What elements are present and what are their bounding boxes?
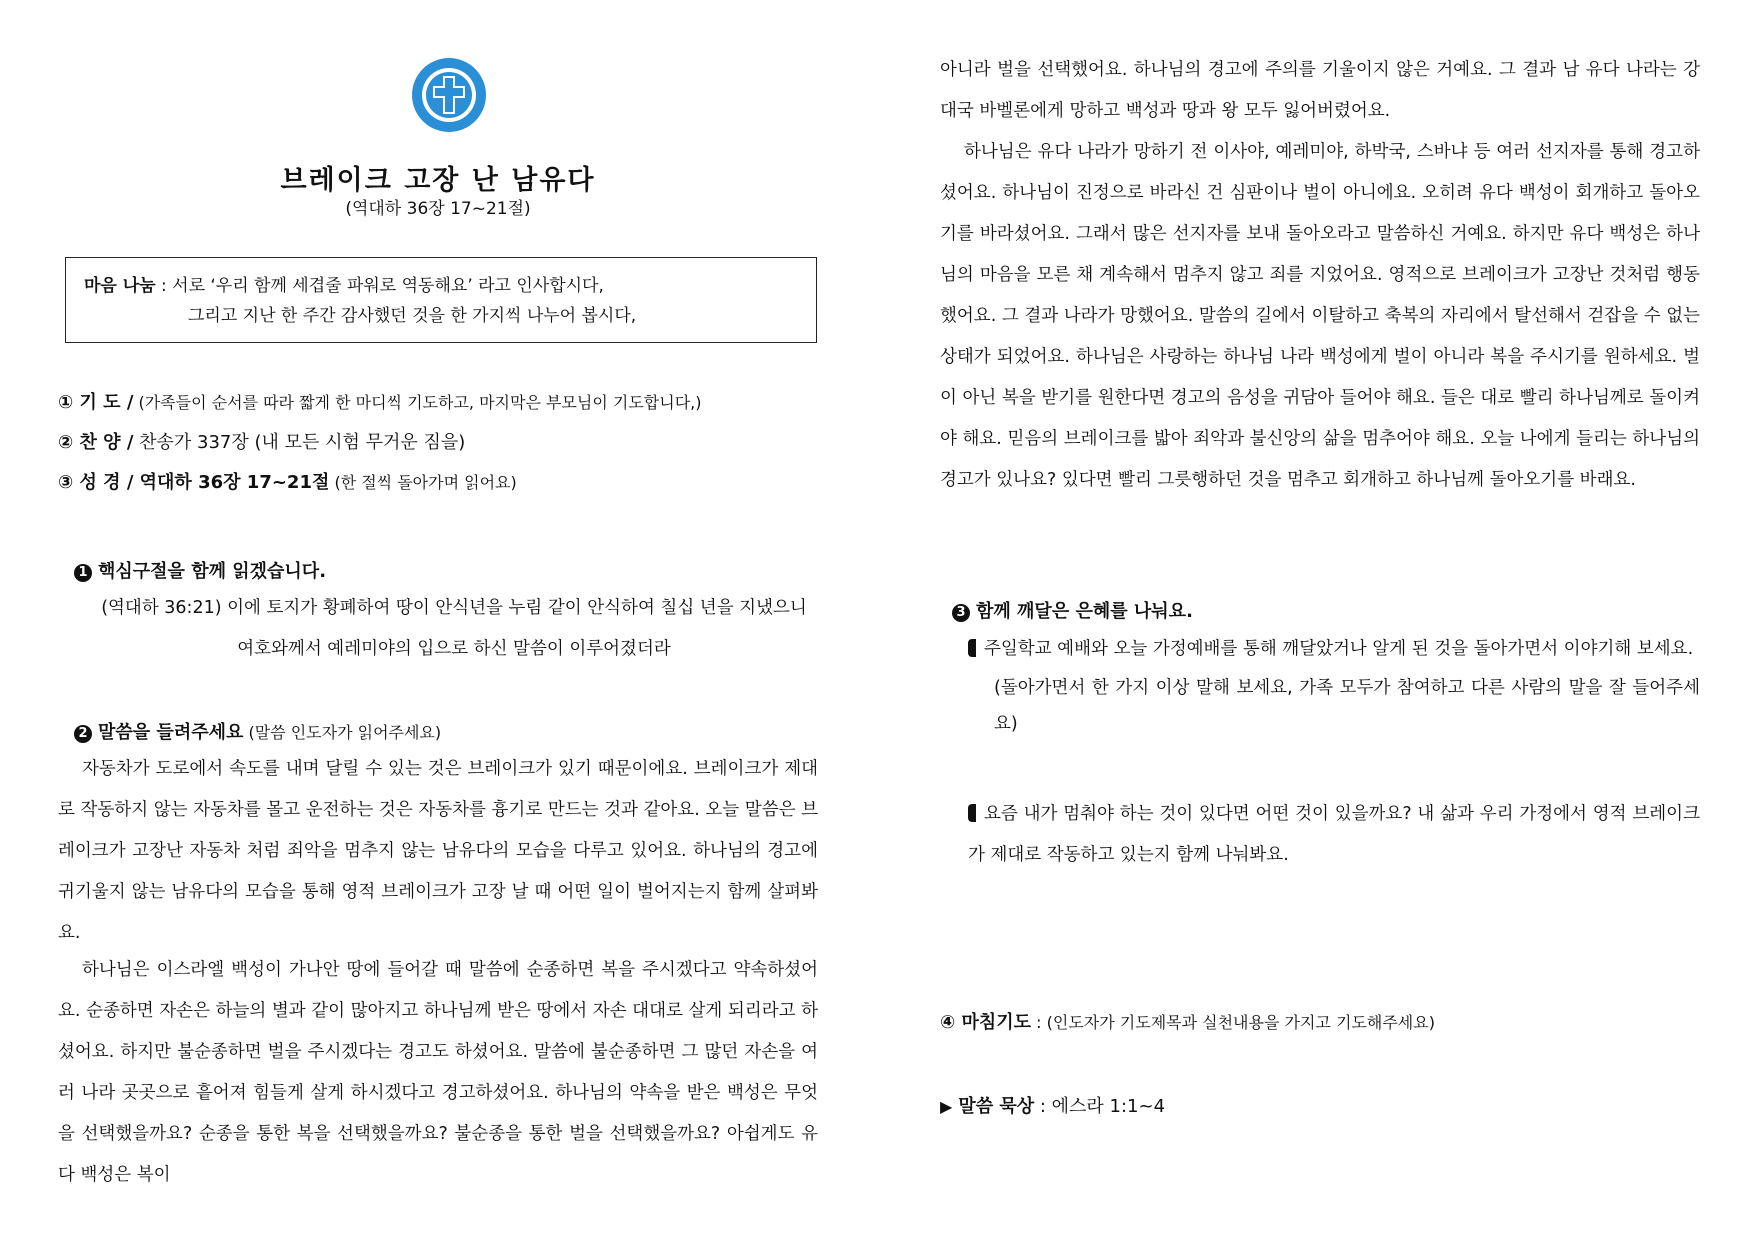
closing-label: ④ 마침기도 [940,1012,1032,1033]
bible-item [58,468,517,494]
message-paragraph-2: 하나님은 이스라엘 백성이 가나안 땅에 들어갈 때 말씀에 순종하면 복을 주시겠다고 약속하셨어요. 순종하면 자손은 하늘의 별과 같이 많아지고 하나님께 받은 땅에서 자손 대대로 살게 되리라고 하셨어요. 하지만 불순종하면 벌을 주시겠다는 경고도 하셨어요. 말씀에 불순종하면 그 많던 자손을 여러 나라 곳곳으로 흩어져 힘들게 살게 하시겠다고 경고하셨어요. 하나님의 약속을 받은 백성은 무엇을 선택했을까요? 순종을 통한 복을 선택했을까요? 불순종을 통한 벌을 선택했을까요? 아쉽게도 유다 백성은 복이 [58,960,818,1185]
bible-ref: 역대하 36장 17~21절 [133,472,330,493]
song-text: 찬송가 337장 (내 모든 시험 무거운 짐을) [133,432,466,453]
page-subtitle: (역대하 36장 17~21절) [345,199,531,219]
heart-sharing-box [65,257,817,343]
closing-note: : (인도자가 기도제목과 실천내용을 가지고 기도해주세요) [1031,1013,1435,1032]
meditation-text: : 에스라 1:1~4 [1034,1096,1166,1117]
play-triangle-icon: ▶ [940,1097,953,1116]
bullet-icon [968,639,976,657]
number-1-icon: 1 [74,564,92,582]
section-2-note: (말씀 인도자가 읽어주세요) [243,723,442,742]
question-1-note: (돌아가면서 한 가지 이상 말해 보세요, 가족 모두가 참여하고 다른 사람의 말을 잘 들어주세요) [994,678,1700,734]
section-2-heading [74,718,441,744]
question-2-text: 요즘 내가 멈춰야 하는 것이 있다면 어떤 것이 있을까요? 내 삶과 우리 가정에서 영적 브레이크가 제대로 작동하고 있는지 함께 나눠봐요. [968,804,1700,865]
prayer-item [58,388,702,414]
section-3-heading [952,597,1193,623]
bullet-icon [968,804,976,822]
share-line-2: 그리고 지난 한 주간 감사했던 것을 한 가지씩 나누어 봅시다, [188,306,637,326]
question-1-text: 주일학교 예배와 오늘 가정예배를 통해 깨달았거나 알게 된 것을 돌아가면서 이야기해 보세요. [984,639,1694,659]
church-cross-logo [410,56,488,134]
closing-prayer [940,1008,1435,1034]
bible-label: ③ 성 경 / [58,472,134,493]
section-1-heading [74,557,326,583]
share-line-1: : 서로 ‘우리 함께 세겹줄 파워로 역동해요’ 라고 인사합시다, [155,276,604,296]
prayer-label: ① 기 도 / [58,392,134,413]
song-label: ② 찬 양 / [58,432,134,453]
page-title: 브레이크 고장 난 남유다 [280,165,596,196]
section-1-title: 핵심구절을 함께 읽겠습니다. [98,561,327,582]
bible-note: (한 절씩 돌아가며 읽어요) [329,473,517,492]
section-2-title: 말씀을 들려주세요 [98,722,244,743]
question-1 [968,630,1700,668]
number-2-icon: 2 [74,725,92,743]
question-2 [968,794,1700,876]
key-verse: (역대하 36:21) 이에 토지가 황폐하여 땅이 안식년을 누림 같이 안식하여 칠십 년을 지냈으니 여호와께서 예레미야의 입으로 하신 말씀이 이루어졌더라 [101,598,807,659]
song-item [58,428,465,454]
section-3-title: 함께 깨달은 은혜를 나눠요. [976,601,1193,622]
share-label: 마음 나눔 [84,276,156,296]
number-3-icon: 3 [952,604,970,622]
word-meditation [940,1092,1165,1118]
message-paragraph-3: 아니라 벌을 선택했어요. 하나님의 경고에 주의를 기울이지 않은 거예요. 그 결과 남 유다 나라는 강대국 바벨론에게 망하고 백성과 땅과 왕 모두 잃어버렸어요. [940,60,1700,121]
message-paragraph-1: 자동차가 도로에서 속도를 내며 달릴 수 있는 것은 브레이크가 있기 때문이에요. 브레이크가 제대로 작동하지 않는 자동차를 몰고 운전하는 것은 자동차를 흉기로 만드는 것과 같아요. 오늘 말씀은 브레이크가 고장난 자동차 처럼 죄악을 멈추지 않는 남유다의 모습을 다루고 있어요. 하나님의 경고에 귀기울지 않는 남유다의 모습을 통해 영적 브레이크가 고장 날 때 어떤 일이 벌어지는지 함께 살펴봐요. [58,759,818,943]
message-paragraph-4: 하나님은 유다 나라가 망하기 전 이사야, 예레미야, 하박국, 스바냐 등 여러 선지자를 통해 경고하셨어요. 하나님이 진정으로 바라신 건 심판이나 벌이 아니에요. 오히려 유다 백성이 회개하고 돌아오기를 바라셨어요. 그래서 많은 선지자를 보내 돌아오라고 말씀하신 거예요. 하지만 유다 백성은 하나님의 마음을 모른 채 계속해서 멈추지 않고 죄를 지었어요. 영적으로 브레이크가 고장난 것처럼 행동했어요. 그 결과 나라가 망했어요. 말씀의 길에서 이탈하고 축복의 자리에서 탈선해서 걷잡을 수 없는 상태가 되었어요. 하나님은 사랑하는 하나님 나라 백성에게 벌이 아니라 복을 주시기를 원하세요. 벌이 아닌 복을 받기를 원한다면 경고의 음성을 귀담아 들어야 해요. 들은 대로 빨리 하나님께로 돌이켜야 해요. 믿음의 브레이크를 밟아 죄악과 불신앙의 삶을 멈추어야 해요. 오늘 나에게 들리는 하나님의 경고가 있나요? 있다면 빨리 그릇행하던 것을 멈추고 회개하고 하나님께 돌아오기를 바래요. [940,142,1700,490]
prayer-note: (가족들이 순서를 따라 짧게 한 마디씩 기도하고, 마지막은 부모님이 기도합니다,) [133,393,702,412]
meditation-label: 말씀 묵상 [958,1096,1035,1117]
